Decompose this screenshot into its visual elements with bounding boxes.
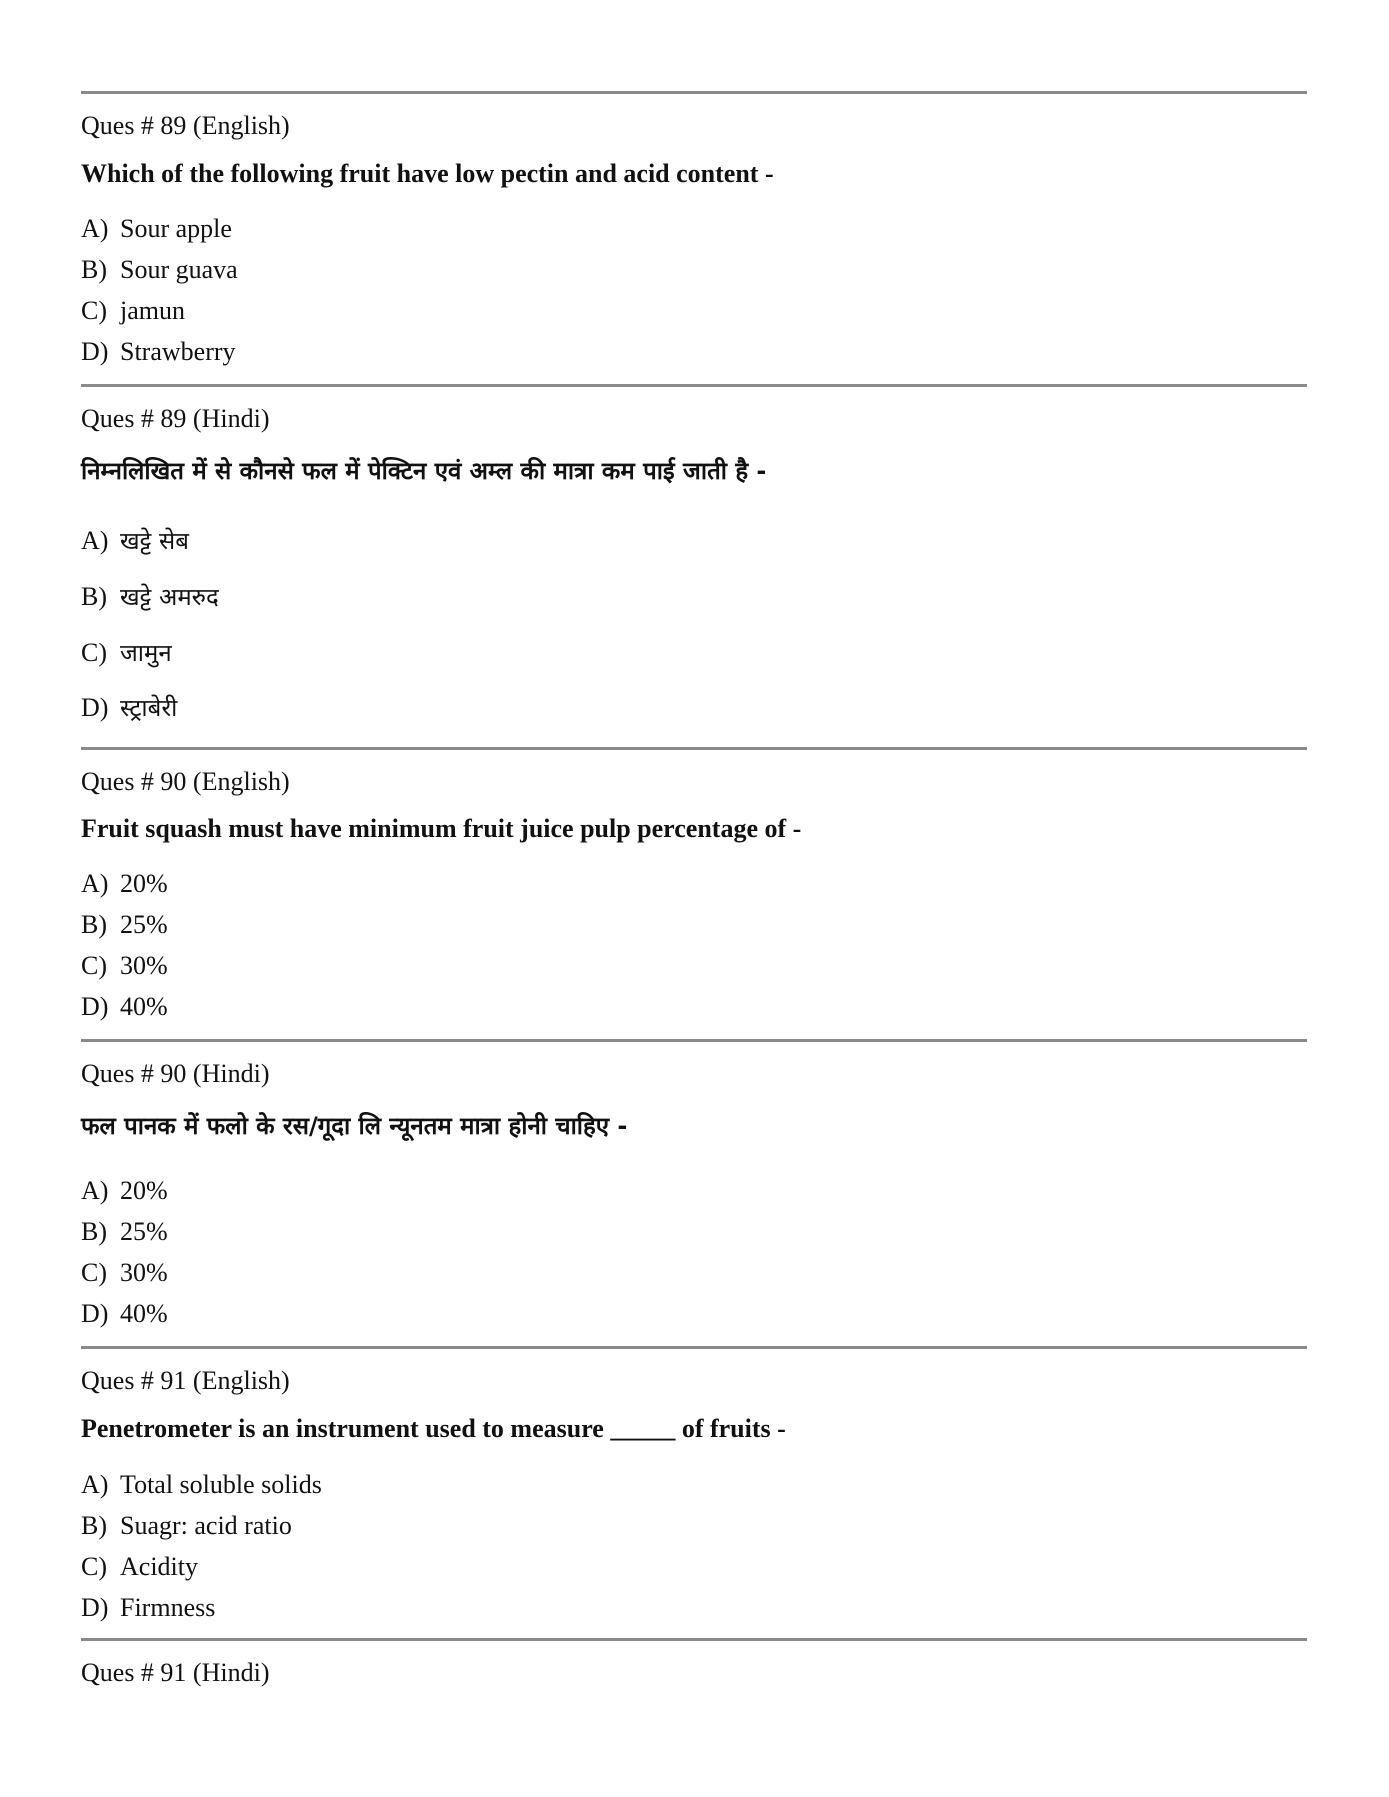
option-text: jamun (120, 296, 185, 325)
option-c (81, 1258, 168, 1288)
option-letter: B) (81, 910, 107, 939)
divider (81, 91, 1307, 94)
option-letter: C) (81, 951, 107, 980)
option-letter: B) (81, 255, 107, 284)
question-header: Ques # 91 (Hindi) (81, 1658, 270, 1687)
option-letter: D) (81, 337, 109, 366)
option-b (81, 1511, 292, 1541)
option-text: Suagr: acid ratio (120, 1511, 292, 1540)
option-text: खट्टे सेब (120, 527, 189, 555)
option-text: 40% (120, 992, 168, 1021)
option-text: खट्टे अमरुद (120, 583, 219, 611)
option-letter: B) (81, 1511, 107, 1540)
option-letter: D) (81, 992, 109, 1021)
option-letter: A) (81, 869, 109, 898)
option-text: 25% (120, 910, 168, 939)
question-text: निम्नलिखित में से कौनसे फल में पेक्टिन एवं अम्ल की मात्रा कम पाई जाती है - (81, 457, 767, 485)
question-header: Ques # 90 (English) (81, 767, 290, 796)
question-text: Fruit squash must have minimum fruit juice pulp percentage of - (81, 814, 802, 843)
option-d (81, 693, 177, 723)
option-text: 25% (120, 1217, 168, 1246)
option-b (81, 255, 238, 285)
option-text: जामुन (120, 639, 172, 667)
divider (81, 1346, 1307, 1349)
option-text: Acidity (120, 1552, 198, 1581)
option-letter: D) (81, 1299, 109, 1328)
option-letter: A) (81, 1470, 109, 1499)
question-header: Ques # 90 (Hindi) (81, 1059, 270, 1088)
option-text: Firmness (120, 1593, 216, 1622)
question-text: फल पानक में फलो के रस/गूदा लि न्यूनतम मात्रा होनी चाहिए - (81, 1112, 628, 1140)
option-a (81, 214, 232, 244)
option-c (81, 638, 172, 668)
option-text: Sour guava (120, 255, 238, 284)
option-letter: A) (81, 1176, 109, 1205)
option-text: Sour apple (120, 214, 232, 243)
option-text: 20% (120, 1176, 168, 1205)
option-c (81, 951, 168, 981)
option-a (81, 869, 168, 899)
question-text: Which of the following fruit have low pectin and acid content - (81, 159, 774, 188)
question-text: Penetrometer is an instrument used to measure _____ of fruits - (81, 1414, 786, 1443)
option-b (81, 910, 168, 940)
option-d (81, 1299, 168, 1329)
option-d (81, 337, 236, 367)
option-letter: C) (81, 1258, 107, 1287)
option-text: 40% (120, 1299, 168, 1328)
option-letter: B) (81, 1217, 107, 1246)
option-text: स्ट्राबेरी (120, 694, 178, 722)
option-text: 30% (120, 951, 168, 980)
option-letter: C) (81, 638, 107, 667)
option-d (81, 1593, 215, 1623)
option-a (81, 526, 189, 556)
option-text: Total soluble solids (120, 1470, 322, 1499)
option-a (81, 1176, 168, 1206)
divider (81, 1039, 1307, 1042)
question-header: Ques # 91 (English) (81, 1366, 290, 1395)
option-b (81, 1217, 168, 1247)
option-letter: B) (81, 582, 107, 611)
option-text: 30% (120, 1258, 168, 1287)
option-letter: D) (81, 693, 109, 722)
option-a (81, 1470, 322, 1500)
option-letter: A) (81, 526, 109, 555)
option-letter: C) (81, 296, 107, 325)
option-b (81, 582, 219, 612)
option-letter: C) (81, 1552, 107, 1581)
option-c (81, 296, 185, 326)
divider (81, 1638, 1307, 1641)
divider (81, 384, 1307, 387)
option-text: 20% (120, 869, 168, 898)
divider (81, 747, 1307, 750)
option-d (81, 992, 168, 1022)
option-text: Strawberry (120, 337, 236, 366)
option-c (81, 1552, 198, 1582)
option-letter: D) (81, 1593, 109, 1622)
option-letter: A) (81, 214, 109, 243)
question-header: Ques # 89 (English) (81, 111, 290, 140)
question-header: Ques # 89 (Hindi) (81, 404, 270, 433)
